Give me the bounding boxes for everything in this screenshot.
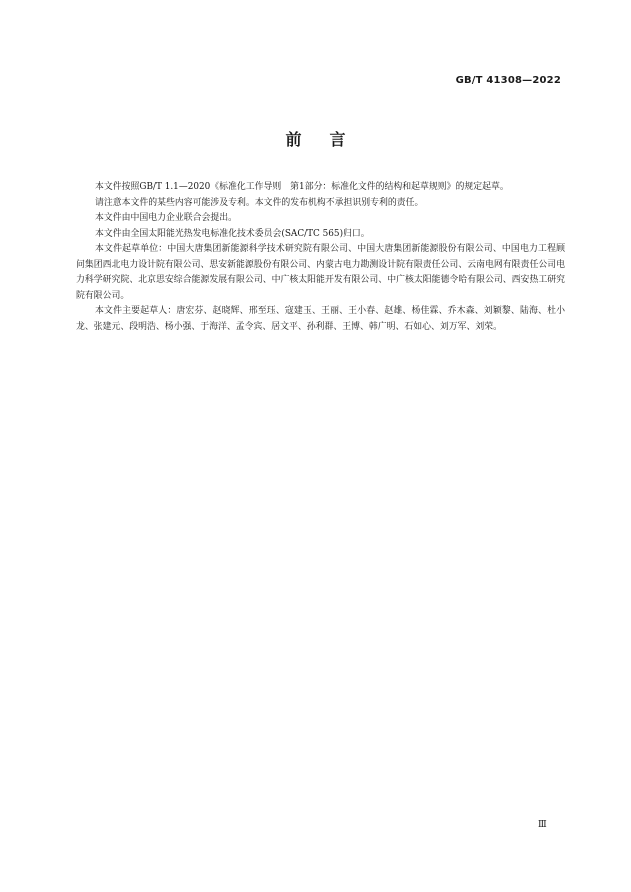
paragraph-drafting-units: 本文件起草单位：中国大唐集团新能源科学技术研究院有限公司、中国大唐集团新能源股份有限公司、中国电力工程顾问集团西北电力设计院有限公司、思安新能源股份有限公司、内蒙古电力勘测设计院有限责任公司、云南电网有限责任公司电力科学研究院、北京思安综合能源发展有限公司、中广核太阳能开发有限公司、中广核太阳能德令哈有限公司、西安热工研究院有限公司。 xyxy=(76,244,565,301)
page-number: Ⅲ xyxy=(538,820,547,830)
foreword-body xyxy=(76,180,565,335)
paragraph-committee: 本文件由全国太阳能光热发电标准化技术委员会(SAC/TC 565)归口。 xyxy=(95,228,370,239)
paragraph-proposer: 本文件由中国电力企业联合会提出。 xyxy=(95,213,237,223)
paragraph-patent-notice: 请注意本文件的某些内容可能涉及专利。本文件的发布机构不承担识别专利的责任。 xyxy=(95,197,424,208)
page-title: 前言 xyxy=(285,130,374,149)
paragraph-drafting-rules: 本文件按照GB/T 1.1—2020《标准化工作导则 第1部分：标准化文件的结构和起草规则》的规定起草。 xyxy=(95,182,509,192)
paragraph-drafters: 本文件主要起草人：唐宏芬、赵晓辉、邢至珏、寇建玉、王丽、王小春、赵雄、杨佳霖、乔木森、刘颖黎、陆海、杜小龙、张建元、段明浩、杨小强、于海洋、孟令宾、居文平、孙利群、王博、韩广明、石如心、刘万军、刘荣。 xyxy=(76,306,565,332)
standard-code: GB/T 41308—2022 xyxy=(455,75,561,86)
